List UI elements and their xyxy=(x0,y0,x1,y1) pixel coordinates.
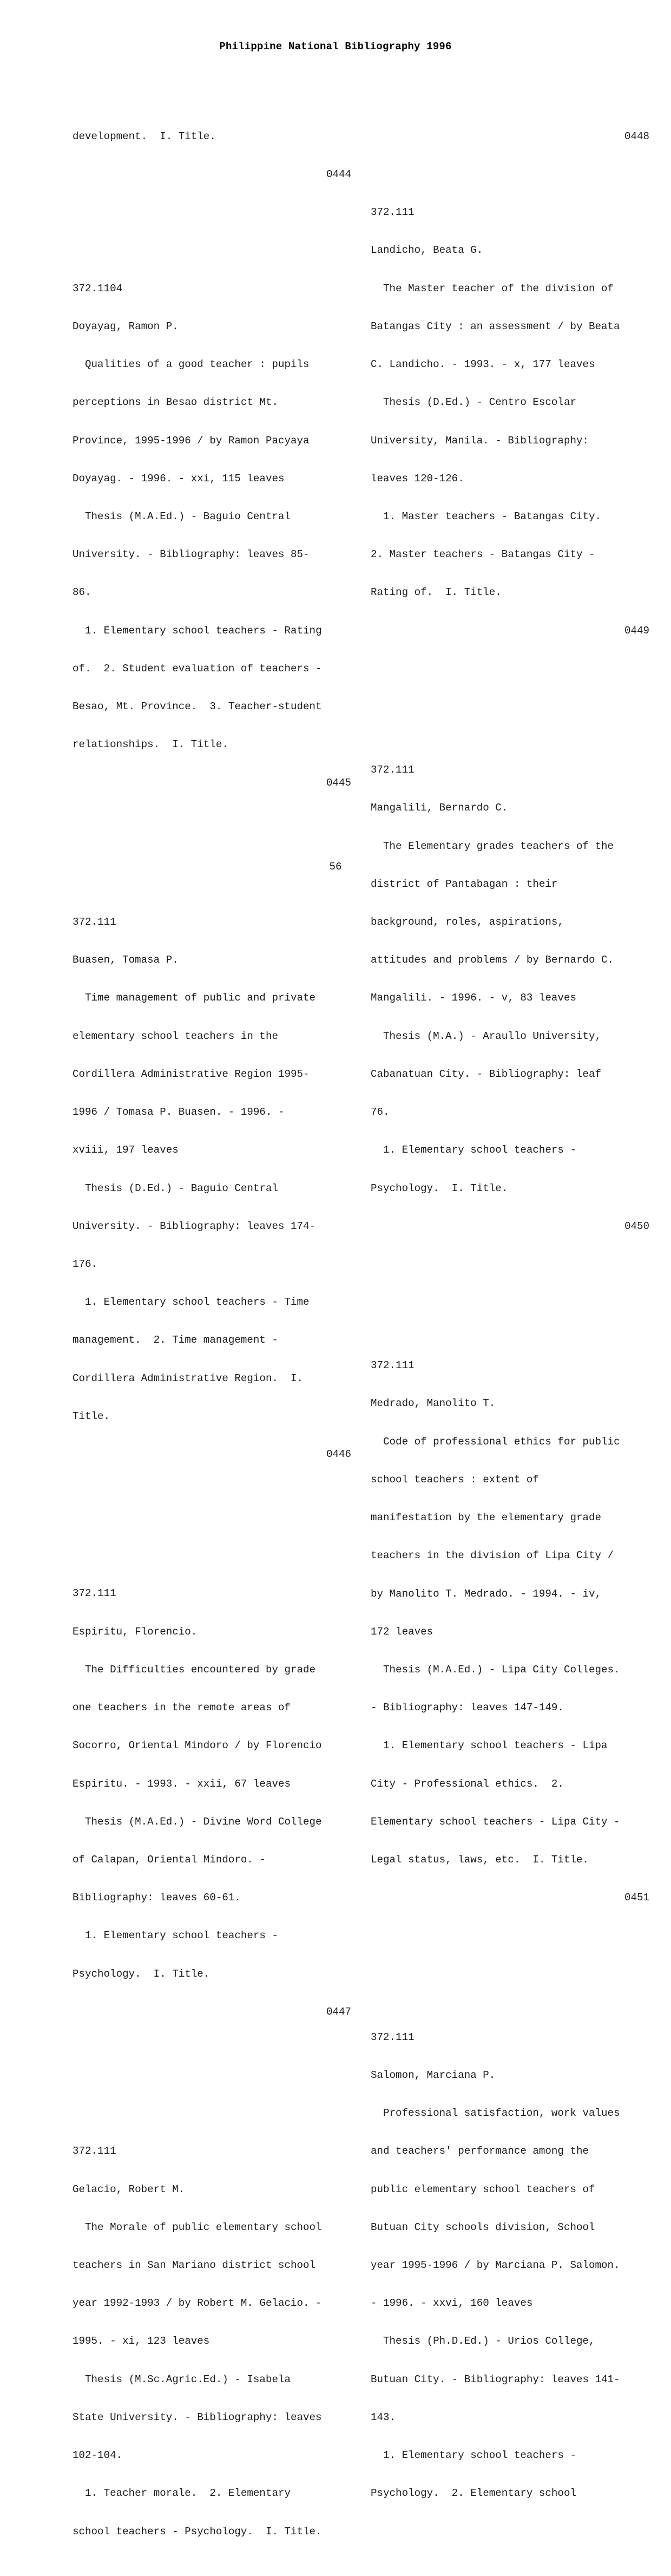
entry-line: Espiritu. - 1993. - xxii, 67 leaves xyxy=(73,1777,291,1790)
entry-line: 143. xyxy=(371,2411,396,2423)
classmark: 372.111 xyxy=(73,2145,116,2157)
entry-line: Mangalili. - 1996. - v, 83 leaves xyxy=(371,992,576,1004)
entry-line: of Calapan, Oriental Mindoro. - xyxy=(73,1854,266,1866)
classmark: 372.111 xyxy=(371,764,415,776)
record-number: 0448 xyxy=(624,130,649,142)
entry-line: Code of professional ethics for public xyxy=(371,1435,620,1448)
entry-line: Thesis (Ph.D.Ed.) - Urios College, xyxy=(371,2335,595,2348)
entry-line: Butuan City. - Bibliography: leaves 141- xyxy=(371,2373,620,2385)
entry-line: The Morale of public elementary school xyxy=(73,2221,322,2233)
page-number: 56 xyxy=(329,861,342,873)
entry-line: Rating of. I. Title. xyxy=(371,586,502,599)
bibliographic-entry xyxy=(73,891,351,1486)
entry-line: Psychology. 2. Elementary school xyxy=(371,2487,576,2500)
entry-line: University. - Bibliography: leaves 85- xyxy=(73,548,310,561)
classmark: 372.111 xyxy=(371,1359,415,1372)
entry-line: Doyayag. - 1996. - xxi, 115 leaves xyxy=(73,472,285,485)
author: Landicho, Beata G. xyxy=(371,244,483,257)
entry-line: Thesis (M.A.Ed.) - Lipa City Colleges. xyxy=(371,1663,620,1676)
bibliographic-entry xyxy=(371,738,649,1258)
entry-line: Province, 1995-1996 / by Ramon Pacyaya xyxy=(73,434,310,447)
entry-line: 1995. - xi, 123 leaves xyxy=(73,2335,210,2348)
entry-line: attitudes and problems / by Bernardo C. xyxy=(371,954,614,966)
entry-line: The Master teacher of the division of xyxy=(371,282,614,295)
entry-line: district of Pantabagan : their xyxy=(371,878,558,890)
record-number: 0447 xyxy=(326,2005,351,2018)
entry-line: elementary school teachers in the xyxy=(73,1030,278,1042)
entry-line: Elementary school teachers - Lipa City - xyxy=(371,1815,620,1828)
entry-line: relationships. I. Title. xyxy=(73,738,228,751)
entry-line: 1. Elementary school teachers - xyxy=(371,2449,576,2462)
entry-line: 1. Master teachers - Batangas City. xyxy=(371,511,602,522)
entry-line: Butuan City schools division, School xyxy=(371,2221,595,2233)
entry-line: and teachers' performance among the xyxy=(371,2145,589,2157)
entry-line: Socorro, Oriental Mindoro / by Florencio xyxy=(73,1740,322,1752)
entry-line: 1. Elementary school teachers - xyxy=(73,1930,278,1942)
entry-line: teachers in the division of Lipa City / xyxy=(371,1549,614,1562)
author: Doyayag, Ramon P. xyxy=(73,320,179,332)
classmark: 372.1104 xyxy=(73,282,123,295)
author: Espiritu, Florencio. xyxy=(73,1625,198,1638)
entry-line: 176. xyxy=(73,1258,98,1270)
author: Salomon, Marciana P. xyxy=(371,2069,496,2081)
entry-line: Thesis (M.A.Ed.) - Baguio Central xyxy=(73,510,291,522)
entry-line: Thesis (M.A.) - Araullo University, xyxy=(371,1030,602,1042)
entry-line: 1. Elementary school teachers - Rating xyxy=(73,624,322,637)
entry-line: State University. - Bibliography: leaves xyxy=(73,2411,322,2423)
entry-line: Cordillera Administrative Region 1995- xyxy=(73,1068,310,1080)
entry-line: Time management of public and private xyxy=(73,992,316,1004)
entry-line: of. 2. Student evaluation of teachers - xyxy=(73,662,322,675)
entry-line: - 1996. - xxvi, 160 leaves xyxy=(371,2297,533,2310)
entry-line: Thesis (M.Sc.Agric.Ed.) - Isabela xyxy=(73,2373,291,2385)
entry-line: teachers in San Mariano district school xyxy=(73,2259,316,2271)
entry-line: xviii, 197 leaves xyxy=(73,1144,179,1156)
entry-line: Cabanatuan City. - Bibliography: leaf xyxy=(371,1068,602,1080)
page-title: Philippine National Bibliography 1996 xyxy=(219,41,452,53)
entry-line: 76. xyxy=(371,1106,390,1119)
entry-line: Legal status, laws, etc. I. Title. xyxy=(371,1854,589,1866)
entry-line: City - Professional ethics. 2. xyxy=(371,1777,564,1790)
entry-line: University, Manila. - Bibliography: xyxy=(371,434,589,447)
bibliographic-entry xyxy=(371,181,649,662)
record-number: 0449 xyxy=(624,624,649,637)
entry-line: - Bibliography: leaves 147-149. xyxy=(371,1702,564,1714)
bibliographic-entry xyxy=(73,2120,351,2564)
entry-line: Batangas City : an assessment / by Beata xyxy=(371,320,620,332)
entry-line: The Difficulties encountered by grade xyxy=(73,1663,316,1676)
entry-line: school teachers - Psychology. I. Title. xyxy=(73,2525,322,2538)
entry-line: one teachers in the remote areas of xyxy=(73,1702,291,1714)
entry-line: Title. xyxy=(73,1410,110,1422)
entry-line: management. 2. Time management - xyxy=(73,1334,278,1346)
author: Mangalili, Bernardo C. xyxy=(371,802,508,814)
entry-line: Cordillera Administrative Region. I. xyxy=(73,1372,304,1384)
classmark: 372.111 xyxy=(371,206,415,219)
entry-line: 1. Elementary school teachers - xyxy=(371,1144,576,1156)
continuation-line: development. I. Title. xyxy=(73,130,216,142)
classmark: 372.111 xyxy=(73,916,116,928)
bibliographic-entry xyxy=(73,257,351,815)
entry-line: The Elementary grades teachers of the xyxy=(371,840,614,852)
author: Gelacio, Robert M. xyxy=(73,2183,185,2195)
entry-line: school teachers : extent of xyxy=(371,1473,539,1486)
entry-line: background, roles, aspirations, xyxy=(371,916,564,928)
entry-line: 2. Master teachers - Batangas City - xyxy=(371,548,595,561)
entry-line: C. Landicho. - 1993. - x, 177 leaves xyxy=(371,358,595,371)
entry-line: 1. Teacher morale. 2. Elementary xyxy=(73,2487,291,2500)
entry-line: Psychology. I. Title. xyxy=(371,1182,508,1194)
entry-line: Besao, Mt. Province. 3. Teacher-student xyxy=(73,701,322,713)
right-column xyxy=(371,105,649,2538)
entry-line: year 1992-1993 / by Robert M. Gelacio. - xyxy=(73,2297,322,2310)
entry-line: year 1995-1996 / by Marciana P. Salomon. xyxy=(371,2259,620,2272)
entry-line: 1. Elementary school teachers - Lipa xyxy=(371,1740,608,1752)
entry-line: 1. Elementary school teachers - Time xyxy=(73,1296,310,1309)
entry-line: Psychology. I. Title. xyxy=(73,1967,210,1980)
record-number: 0445 xyxy=(326,776,351,789)
classmark: 372.111 xyxy=(371,2031,415,2043)
entry-line: 86. xyxy=(73,586,91,599)
entry-line: Thesis (M.A.Ed.) - Divine Word College xyxy=(73,1815,322,1828)
bibliographic-entry xyxy=(73,1562,351,2044)
entry-line: by Manolito T. Medrado. - 1994. - iv, xyxy=(371,1587,602,1600)
record-number: 0450 xyxy=(624,1220,649,1232)
author: Buasen, Tomasa P. xyxy=(73,954,179,966)
entry-line: leaves 120-126. xyxy=(371,472,464,485)
left-column xyxy=(73,105,351,2576)
entry-line: Thesis (D.Ed.) - Baguio Central xyxy=(73,1182,278,1194)
entry-line: manifestation by the elementary grade xyxy=(371,1512,602,1524)
entry-line: Qualities of a good teacher : pupils xyxy=(73,358,310,371)
entry-line: public elementary school teachers of xyxy=(371,2183,595,2195)
record-number: 0446 xyxy=(326,1448,351,1461)
bibliographic-entry xyxy=(371,1334,649,1930)
entry-line: 1996 / Tomasa P. Buasen. - 1996. - xyxy=(73,1106,285,1119)
author: Medrado, Manolito T. xyxy=(371,1397,496,1410)
entry-line: perceptions in Besao district Mt. xyxy=(73,396,278,409)
entry-line: 102-104. xyxy=(73,2449,123,2462)
record-number: 0451 xyxy=(624,1892,649,1904)
entry-line: 172 leaves xyxy=(371,1625,433,1638)
classmark: 372.111 xyxy=(73,1587,116,1600)
record-number: 0444 xyxy=(326,168,351,181)
entry-line: Bibliography: leaves 60-61. xyxy=(73,1892,241,1904)
entry-line: University. - Bibliography: leaves 174- xyxy=(73,1220,316,1232)
entry-line: Thesis (D.Ed.) - Centro Escolar xyxy=(371,396,576,409)
bibliographic-entry xyxy=(371,2006,649,2526)
entry-line: Professional satisfaction, work values xyxy=(371,2107,620,2120)
